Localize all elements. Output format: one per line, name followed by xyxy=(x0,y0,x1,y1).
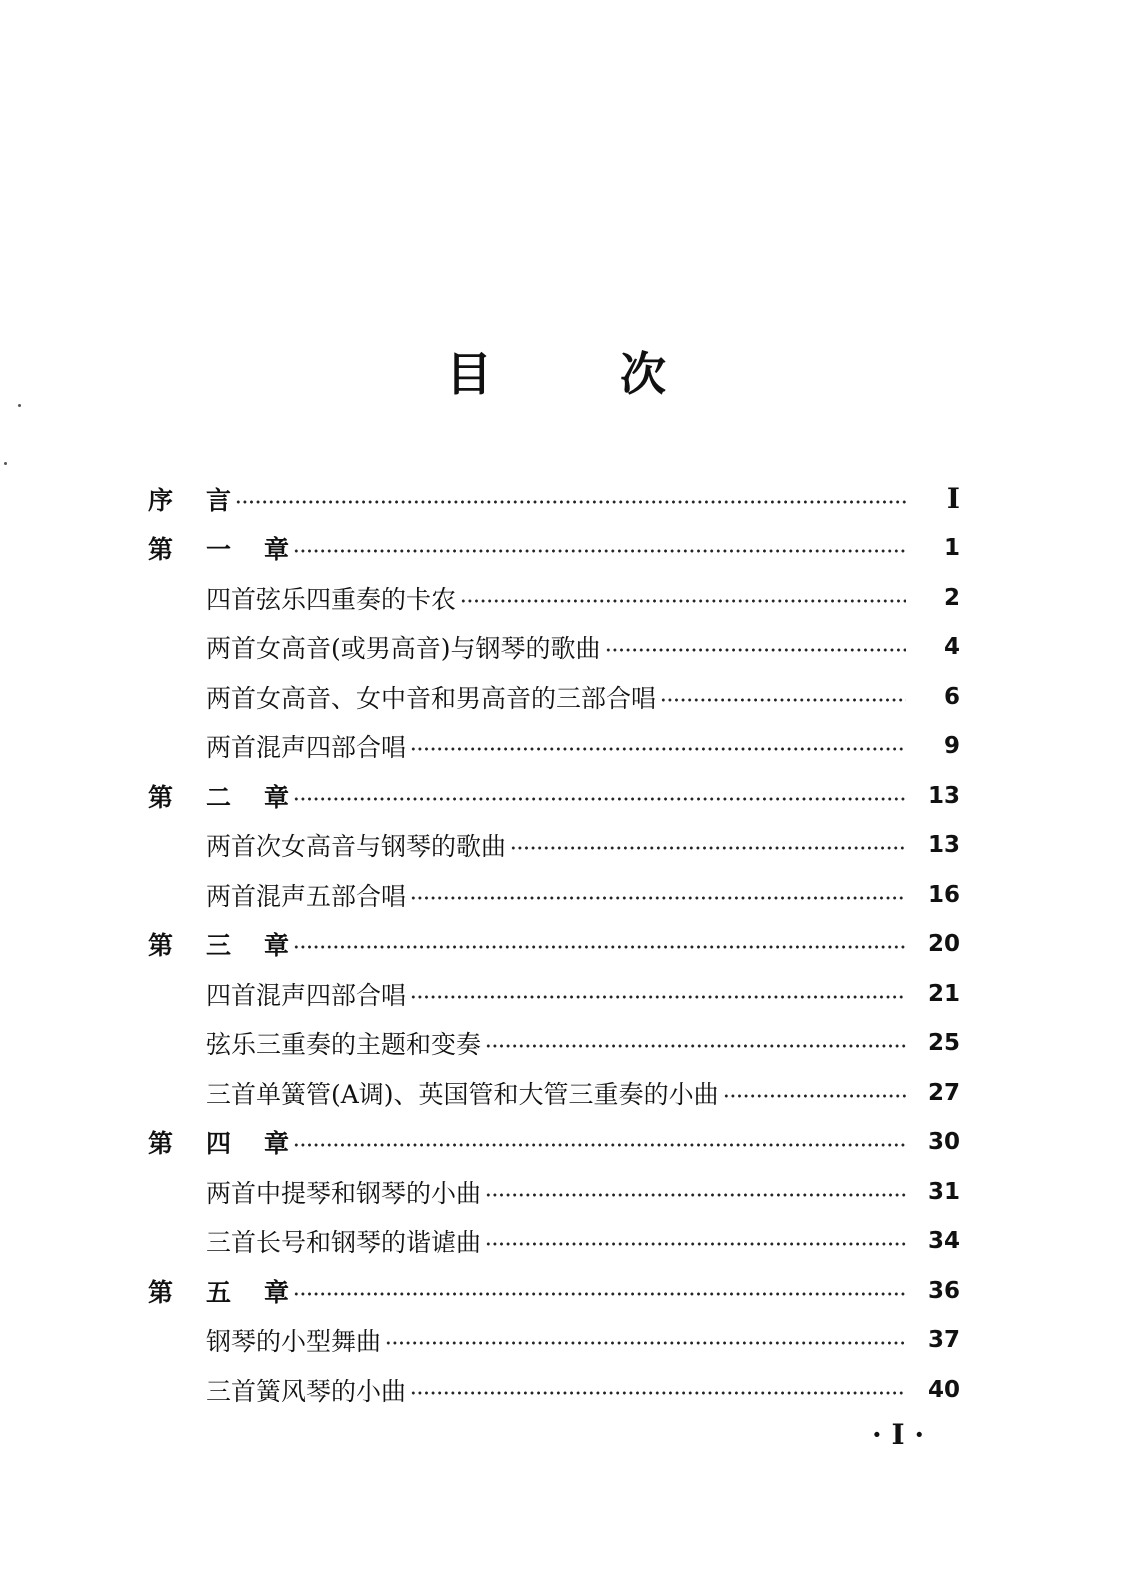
toc-entry-chapter-1[interactable] xyxy=(148,524,960,574)
toc-entry-label: 两首中提琴和钢琴的小曲 xyxy=(206,1174,483,1210)
toc-entry-label: 第 二 章 xyxy=(148,778,291,814)
toc-entry-label: 序 言 xyxy=(148,481,233,517)
toc-entry-label: 三首单簧管(A调)、英国管和大管三重奏的小曲 xyxy=(206,1075,721,1111)
toc-page-number: 34 xyxy=(927,1228,960,1255)
toc-entry-label: 四首混声四部合唱 xyxy=(206,976,408,1012)
table-of-contents xyxy=(148,474,960,1415)
dot-leader xyxy=(235,500,906,504)
toc-entry-label: 四首弦乐四重奏的卡农 xyxy=(206,580,458,616)
toc-entry-section[interactable] xyxy=(148,1019,960,1069)
toc-entry-label: 两首女高音、女中音和男高音的三部合唱 xyxy=(206,679,658,715)
toc-page-number: 30 xyxy=(927,1129,960,1156)
toc-entry-label: 钢琴的小型舞曲 xyxy=(206,1322,383,1358)
toc-page-number: 1 xyxy=(943,535,960,562)
toc-entry-preface[interactable] xyxy=(148,474,960,524)
toc-entry-label: 三首长号和钢琴的谐谑曲 xyxy=(206,1223,483,1259)
toc-page-number: 16 xyxy=(927,881,960,908)
toc-entry-chapter-3[interactable] xyxy=(148,920,960,970)
dot-leader xyxy=(410,747,906,751)
toc-page-number: 27 xyxy=(927,1079,960,1106)
toc-entry-section[interactable] xyxy=(148,573,960,623)
title-char-2: 次 xyxy=(620,347,666,401)
toc-page-number: 31 xyxy=(927,1178,960,1205)
toc-entry-section[interactable] xyxy=(148,969,960,1019)
dot-leader xyxy=(410,995,906,999)
toc-entry-label: 第 一 章 xyxy=(148,530,291,566)
toc-page-number: 25 xyxy=(927,1030,960,1057)
toc-entry-section[interactable] xyxy=(148,623,960,673)
dot-leader xyxy=(660,698,906,702)
dot-leader xyxy=(293,797,906,801)
toc-page-number: 9 xyxy=(943,733,960,760)
toc-page-number: 21 xyxy=(927,980,960,1007)
scan-speck xyxy=(4,462,7,465)
toc-entry-label: 两首女高音(或男高音)与钢琴的歌曲 xyxy=(206,629,603,665)
footer-page-number: · I · xyxy=(872,1418,925,1451)
toc-entry-label: 弦乐三重奏的主题和变奏 xyxy=(206,1025,483,1061)
dot-leader xyxy=(410,896,906,900)
toc-entry-section[interactable] xyxy=(148,1217,960,1267)
dot-leader xyxy=(410,1391,906,1395)
toc-page-number: I xyxy=(946,482,960,516)
dot-leader xyxy=(485,1044,906,1048)
toc-entry-label: 两首次女高音与钢琴的歌曲 xyxy=(206,827,508,863)
toc-entry-label: 三首簧风琴的小曲 xyxy=(206,1372,408,1408)
dot-leader xyxy=(460,599,906,603)
toc-entry-label: 第 四 章 xyxy=(148,1124,291,1160)
toc-entry-label: 两首混声四部合唱 xyxy=(206,728,408,764)
dot-leader xyxy=(605,648,906,652)
toc-page-number: 20 xyxy=(927,931,960,958)
toc-entry-section[interactable] xyxy=(148,870,960,920)
toc-page-number: 37 xyxy=(927,1327,960,1354)
toc-entry-label: 第 五 章 xyxy=(148,1273,291,1309)
toc-entry-chapter-5[interactable] xyxy=(148,1266,960,1316)
toc-page-number: 40 xyxy=(927,1376,960,1403)
toc-entry-section[interactable] xyxy=(148,722,960,772)
toc-entry-section[interactable] xyxy=(148,672,960,722)
toc-page-number: 2 xyxy=(943,584,960,611)
toc-page-number: 13 xyxy=(927,782,960,809)
dot-leader xyxy=(723,1094,906,1098)
toc-entry-label: 第 三 章 xyxy=(148,926,291,962)
dot-leader xyxy=(293,1292,906,1296)
dot-leader xyxy=(293,1143,906,1147)
toc-entry-section[interactable] xyxy=(148,1068,960,1118)
toc-page-number: 13 xyxy=(927,832,960,859)
toc-entry-label: 两首混声五部合唱 xyxy=(206,877,408,913)
toc-entry-section[interactable] xyxy=(148,1365,960,1415)
toc-page-number: 36 xyxy=(927,1277,960,1304)
dot-leader xyxy=(485,1193,906,1197)
toc-entry-section[interactable] xyxy=(148,821,960,871)
toc-entry-section[interactable] xyxy=(148,1167,960,1217)
dot-leader xyxy=(485,1242,906,1246)
dot-leader xyxy=(293,945,906,949)
toc-page-number: 4 xyxy=(943,634,960,661)
dot-leader xyxy=(385,1341,906,1345)
scan-speck xyxy=(18,404,21,407)
title-char-1: 目 xyxy=(446,347,492,401)
toc-entry-chapter-4[interactable] xyxy=(148,1118,960,1168)
toc-page-number: 6 xyxy=(943,683,960,710)
dot-leader xyxy=(293,549,906,553)
toc-entry-section[interactable] xyxy=(148,1316,960,1366)
toc-entry-chapter-2[interactable] xyxy=(148,771,960,821)
dot-leader xyxy=(510,846,906,850)
